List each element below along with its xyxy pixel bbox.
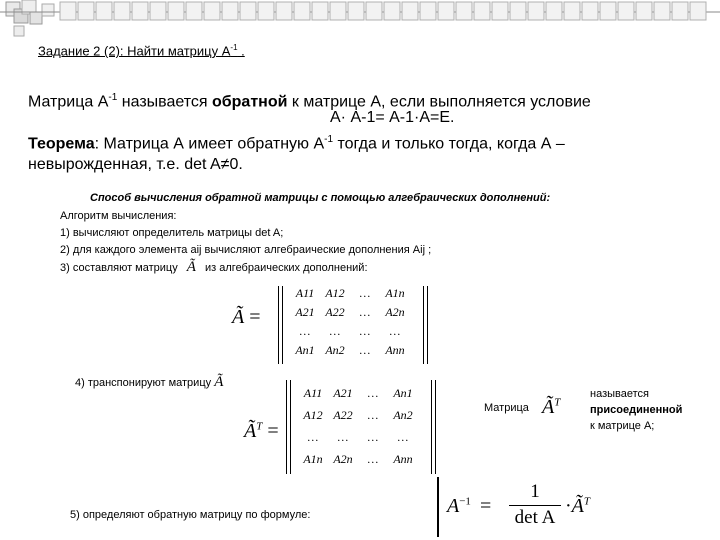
step-3-a: 3) составляют матрицу xyxy=(60,262,178,274)
matrix-tilde-table xyxy=(290,284,410,360)
title-text: Задание 2 (2): Найти матрицу А xyxy=(38,43,231,59)
cell: … xyxy=(367,429,379,444)
theorem-sup: -1 xyxy=(324,134,334,145)
decorative-squares xyxy=(0,0,720,44)
cell: A11 xyxy=(303,385,323,400)
theorem-label: Теорема xyxy=(28,135,95,153)
matrix-tilde xyxy=(278,284,428,366)
def-condition: А· А-1= А-1·А=Е. xyxy=(330,109,455,126)
cell: … xyxy=(367,385,379,400)
cell: … xyxy=(359,305,371,319)
cell: … xyxy=(367,451,379,466)
matrix-transposed-label xyxy=(244,420,279,443)
equals-sign: = xyxy=(249,306,261,328)
tilde-a: Ã xyxy=(542,396,555,418)
tilde-a: Ã xyxy=(232,306,245,328)
cell: … xyxy=(359,286,371,300)
cell: A21 xyxy=(333,385,353,400)
cell: A2n xyxy=(333,451,353,466)
fraction xyxy=(509,481,561,529)
matrix-transposed-table xyxy=(298,382,418,470)
tilde-a-symbol: Ã xyxy=(214,374,224,390)
step-5: 5) определяют обратную матрицу по формуле: xyxy=(70,509,311,521)
adjugate-line1: называется xyxy=(590,388,649,400)
cell: A12 xyxy=(325,286,345,300)
tilde-a-symbol: Ã xyxy=(186,259,196,275)
cell: … xyxy=(359,343,371,357)
def-bold-term: обратной xyxy=(212,93,288,111)
definition-line1 xyxy=(28,88,591,112)
title-sup: -1 xyxy=(230,43,238,52)
page-title xyxy=(38,43,245,58)
adjugate-line2: присоединенной xyxy=(590,404,683,416)
cell: An2 xyxy=(325,343,345,357)
cell: … xyxy=(359,324,371,338)
right-bracket xyxy=(423,286,428,364)
tilde-a: Ã xyxy=(571,495,584,517)
equals-sign: = xyxy=(267,420,279,442)
step-3 xyxy=(60,259,368,277)
cell: Ann xyxy=(385,343,405,357)
adjugate-note xyxy=(590,386,682,434)
cell: A21 xyxy=(295,305,315,319)
theorem-line2: невырожденная, т.е. det A≠0. xyxy=(28,156,243,174)
cell: A2n xyxy=(385,305,405,319)
cell: A22 xyxy=(333,407,353,422)
dot-operator: · xyxy=(565,495,572,517)
inverse-formula xyxy=(437,477,614,537)
def-text-a: Матрица А xyxy=(28,93,109,111)
theorem-text-a: : Матрица А имеет обратную А xyxy=(94,135,325,153)
cell: A22 xyxy=(325,305,345,319)
cell: Ann xyxy=(393,451,413,466)
def-sup: -1 xyxy=(108,92,118,103)
theorem-text-b: тогда и только тогда, когда А – xyxy=(333,135,565,153)
cell: A1n xyxy=(385,286,405,300)
definition-line2 xyxy=(330,109,455,127)
algo-label: Алгоритм вычисления: xyxy=(60,210,177,222)
formula-lhs-a: A xyxy=(447,495,460,517)
cell: An1 xyxy=(295,343,315,357)
t-sup: T xyxy=(554,396,561,409)
cell: A1n xyxy=(303,451,323,466)
right-bracket xyxy=(431,380,436,474)
cell: An2 xyxy=(393,407,413,422)
fraction-numerator: 1 xyxy=(530,481,540,502)
method-heading: Способ вычисления обратной матрицы с помощью алгебраических дополнений: xyxy=(90,192,551,204)
theorem xyxy=(28,129,565,175)
title-suffix: . xyxy=(237,43,245,59)
denominator-text: det A xyxy=(514,507,556,528)
adjugate-line3: к матрице А; xyxy=(590,420,655,432)
def-text-b: называется xyxy=(117,93,212,111)
cell: … xyxy=(307,429,319,444)
equals-sign: = xyxy=(479,495,492,517)
t-sup: T xyxy=(256,420,263,433)
cell: An1 xyxy=(393,385,413,400)
matrix-tilde-label xyxy=(232,306,261,329)
cell: … xyxy=(299,324,311,338)
adjugate-symbol xyxy=(542,396,560,419)
cell: … xyxy=(397,429,409,444)
cell: A12 xyxy=(303,407,323,422)
def-text-c: к матрице А, если выполняется условие xyxy=(287,93,591,111)
cell: … xyxy=(329,324,341,338)
left-bracket xyxy=(286,380,291,474)
t-sup: T xyxy=(583,495,591,508)
cell: … xyxy=(389,324,401,338)
formula-lhs xyxy=(447,495,491,518)
tilde-a: Ã xyxy=(244,420,257,442)
adjugate-prefix xyxy=(484,400,529,417)
left-bracket xyxy=(278,286,283,364)
fraction-denominator xyxy=(509,505,561,529)
cell: … xyxy=(337,429,349,444)
cell: A11 xyxy=(295,286,315,300)
step-2: 2) для каждого элемента аij вычисляют алгебраические дополнения Aij ; xyxy=(60,244,432,256)
matrix-transposed xyxy=(286,378,436,476)
step-4-text: 4) транспонируют матрицу xyxy=(75,377,212,389)
step-1: 1) вычисляют определитель матрицы det A; xyxy=(60,227,284,239)
formula-rhs xyxy=(565,495,590,518)
adjugate-prefix-text: Матрица xyxy=(484,402,529,414)
cell: … xyxy=(367,407,379,422)
formula-lhs-sup: −1 xyxy=(459,495,471,508)
step-3-b: из алгебраических дополнений: xyxy=(205,262,368,274)
step-4 xyxy=(75,374,223,392)
